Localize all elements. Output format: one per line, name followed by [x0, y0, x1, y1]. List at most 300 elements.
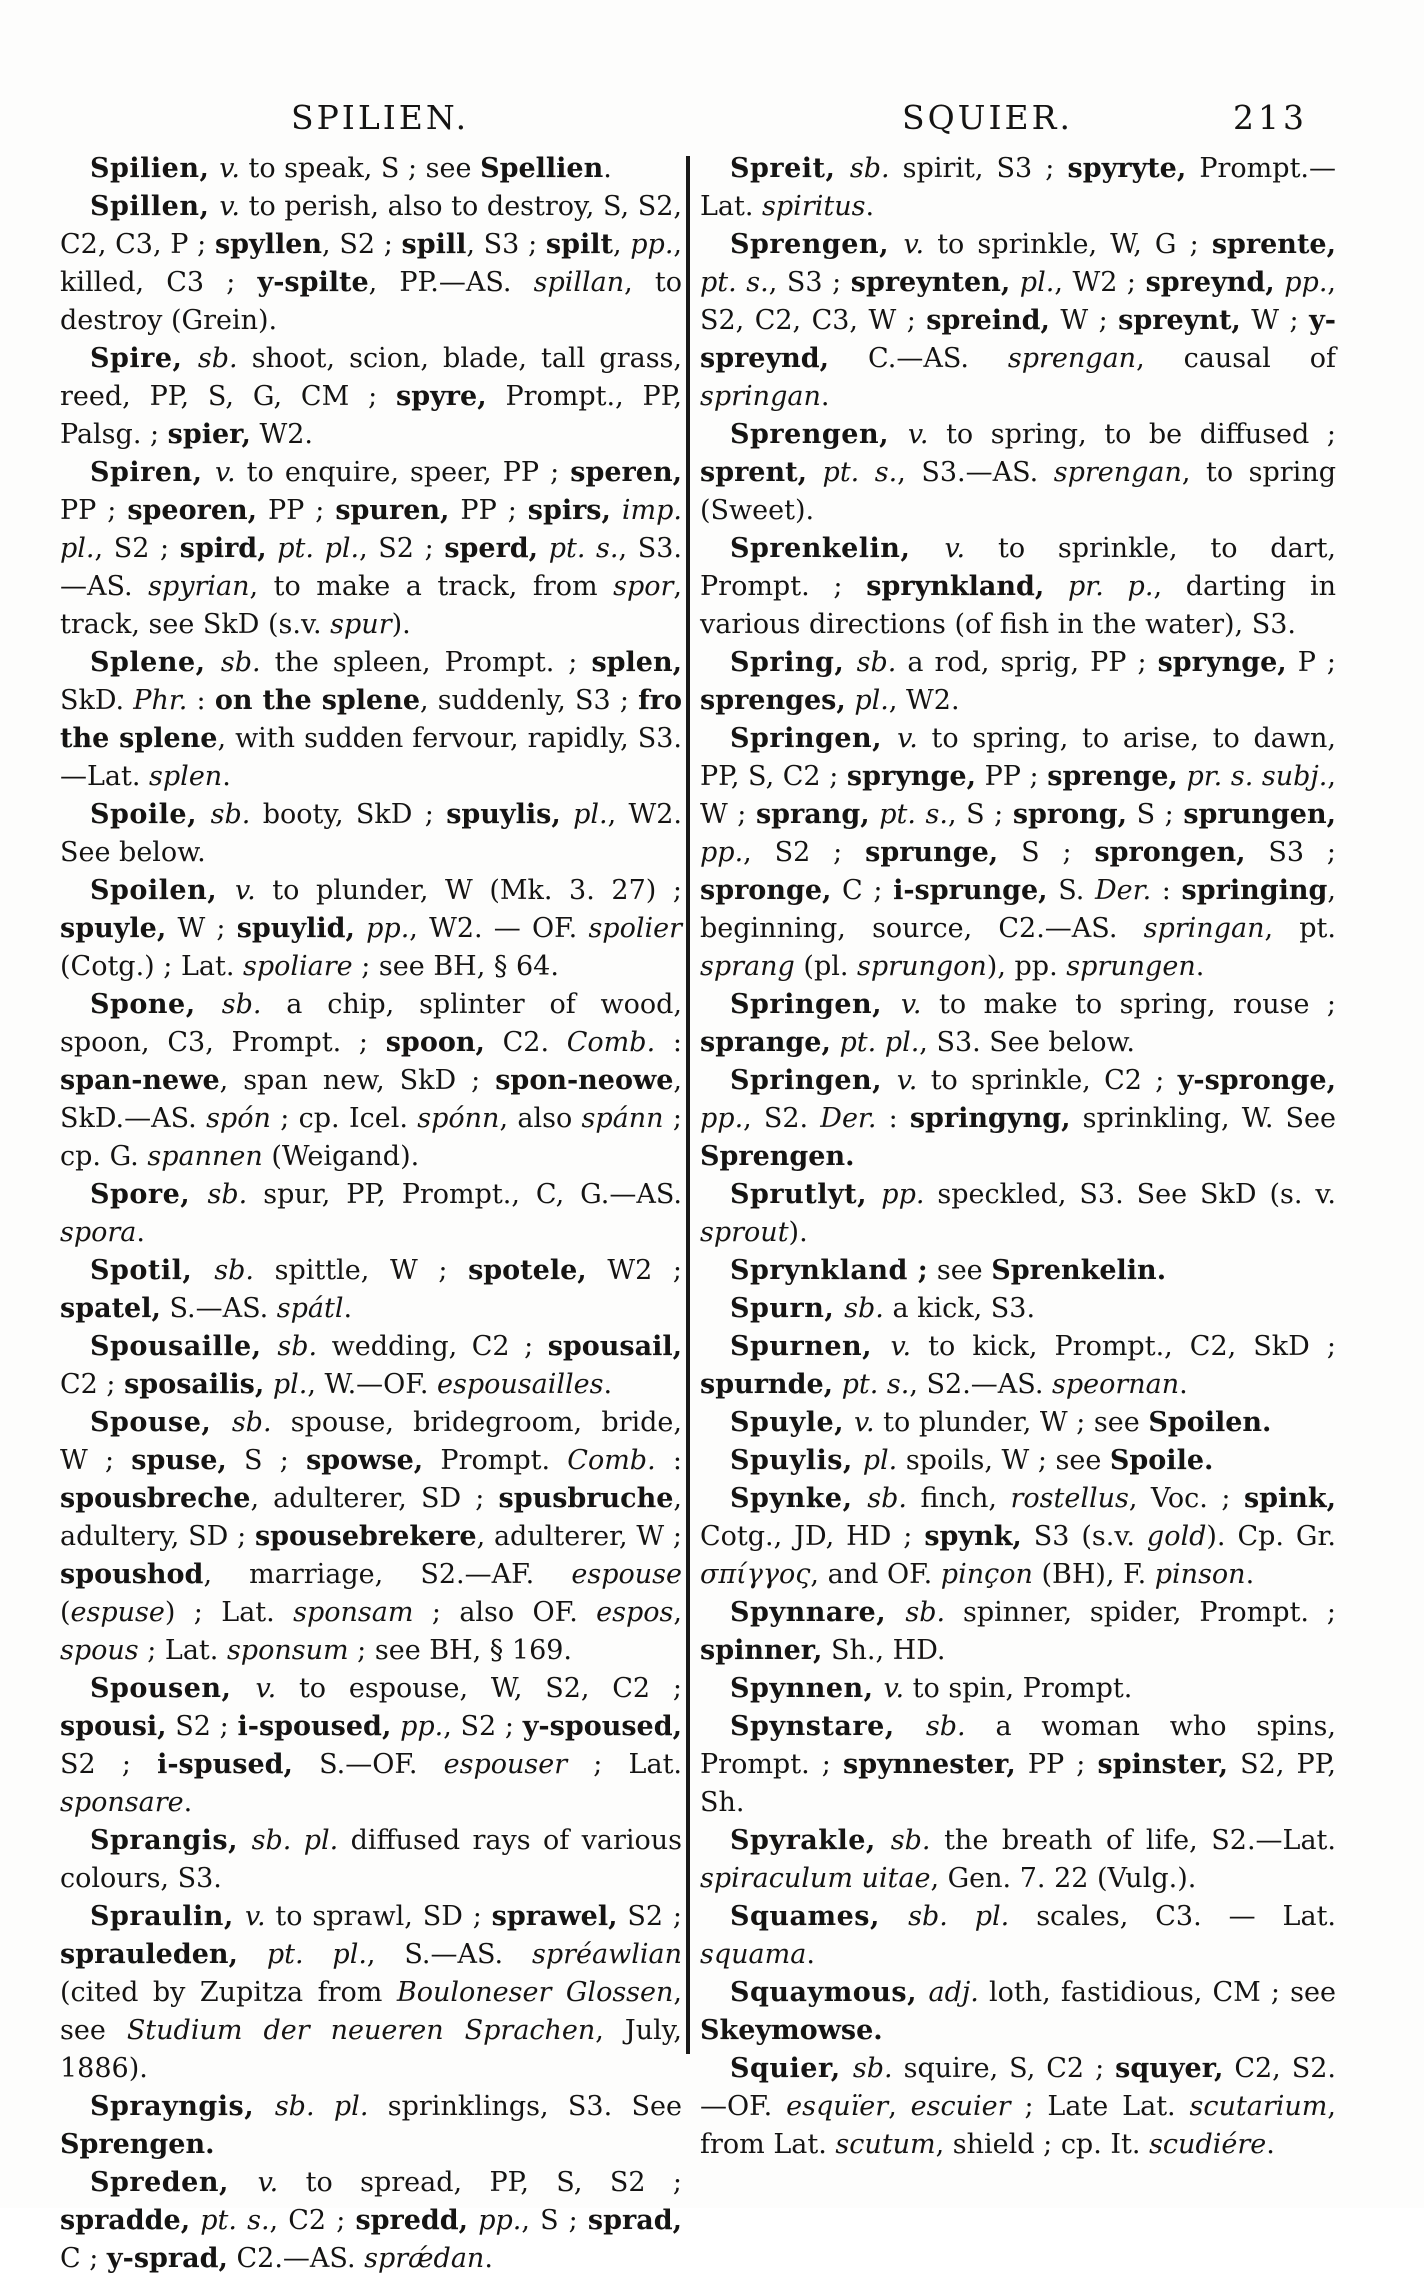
- dictionary-entry: [700, 1670, 1336, 1708]
- entry-text: .: [1195, 951, 1205, 982]
- headword: Squaymous,: [730, 1977, 929, 2008]
- variant-form: spuse,: [131, 1445, 227, 1476]
- entry-text: ,: [612, 229, 631, 260]
- entry-text: :: [655, 1445, 682, 1476]
- entry-text: shoot, scion, blade, tall grass, reed, PP, S, G, CM ;: [60, 343, 682, 412]
- entry-text: [1275, 267, 1285, 298]
- entry-text: (Weigand).: [262, 1141, 420, 1172]
- entry-text: S3 (s.v.: [1021, 1521, 1147, 1552]
- headword: Squier,: [730, 2053, 853, 2084]
- entry-text: wedding, C2 ;: [317, 1331, 548, 1362]
- variant-form: spotele,: [468, 1255, 587, 1286]
- entry-text: , see: [60, 1977, 682, 2046]
- entry-text: [264, 1369, 273, 1400]
- variant-form: sprong,: [1012, 799, 1128, 830]
- variant-form: spusbruche: [498, 1483, 674, 1514]
- entry-text: scales, C3. — Lat.: [1009, 1901, 1336, 1932]
- right-column: [700, 150, 1336, 2164]
- entry-text: :: [876, 1103, 910, 1134]
- grammar-label: sb. pl.: [251, 1825, 339, 1856]
- grammar-label: v.: [235, 875, 256, 906]
- headword: Sprengen,: [730, 229, 904, 260]
- grammar-label: imp. pl.: [60, 495, 682, 564]
- grammar-label: spora: [60, 1217, 137, 1248]
- entry-text: .: [806, 1939, 815, 1970]
- headword: Sprayngis,: [90, 2091, 275, 2122]
- entry-text: , S2, C2, C3, W ;: [700, 267, 1336, 336]
- grammar-label: sponsare: [60, 1787, 184, 1818]
- variant-form: spink,: [1243, 1483, 1337, 1514]
- entry-text: sprinkling, W. See: [1070, 1103, 1336, 1134]
- entry-text: to enquire, speer, PP ;: [235, 457, 571, 488]
- grammar-label: spoliare: [243, 951, 353, 982]
- grammar-label: v.: [255, 1673, 277, 1704]
- entry-text: [267, 533, 278, 564]
- grammar-label: espuse: [70, 1597, 165, 1628]
- entry-text: C2 ;: [60, 1369, 125, 1400]
- grammar-label: sb.: [220, 647, 261, 678]
- grammar-label: scudiére: [1149, 2129, 1267, 2160]
- entry-text: , Voc. ;: [1128, 1483, 1244, 1514]
- variant-form: spousi,: [60, 1711, 167, 1742]
- entry-text: , S2 ;: [359, 533, 445, 564]
- headword: Spuyle,: [730, 1407, 854, 1438]
- dictionary-entry: [60, 1898, 682, 2088]
- variant-form: sprawel,: [491, 1901, 618, 1932]
- entry-text: the spleen, Prompt. ;: [260, 647, 592, 678]
- variant-form: spredd,: [355, 2205, 469, 2236]
- grammar-label: pp.: [700, 837, 744, 868]
- grammar-label: pr. p.: [1068, 571, 1154, 602]
- entry-text: , S3.—AS.: [60, 533, 682, 602]
- entry-text: , adulterer, SD ;: [250, 1483, 499, 1514]
- variant-form: Sprengen.: [700, 1141, 855, 1172]
- headword: Spoile,: [90, 799, 211, 830]
- grammar-label: v.: [257, 2167, 279, 2198]
- entry-text: , to make a track, from: [249, 571, 614, 602]
- grammar-label: sb. pl.: [274, 2091, 369, 2122]
- entry-text: S ;: [998, 837, 1095, 868]
- variant-form: spronge,: [700, 875, 832, 906]
- grammar-label: espouser: [443, 1749, 568, 1780]
- entry-text: .: [1245, 1559, 1255, 1590]
- variant-form: Sprenkelin.: [991, 1255, 1167, 1286]
- entry-text: C ;: [60, 2243, 107, 2274]
- headword: Squames,: [730, 1901, 909, 1932]
- grammar-label: sprout: [700, 1217, 789, 1248]
- entry-text: .: [183, 1787, 193, 1818]
- entry-text: ; Lat.: [138, 1635, 227, 1666]
- dictionary-entry: [700, 1708, 1336, 1822]
- grammar-label: spónn: [417, 1103, 500, 1134]
- headword: Spore,: [90, 1179, 208, 1210]
- grammar-label: rostellus: [1010, 1483, 1129, 1514]
- entry-text: S2, PP, Sh.: [700, 1749, 1336, 1818]
- headword: Spynstare,: [730, 1711, 926, 1742]
- grammar-label: spón: [206, 1103, 271, 1134]
- variant-form: sprynkland,: [866, 571, 1045, 602]
- grammar-label: spátl: [276, 1293, 344, 1324]
- dictionary-entry: [60, 644, 682, 796]
- entry-text: Sh., HD.: [822, 1635, 946, 1666]
- variant-form: spatel,: [60, 1293, 161, 1324]
- grammar-label: sb.: [867, 1483, 908, 1514]
- grammar-label: spillan: [533, 267, 625, 298]
- entry-text: (pl.: [794, 951, 858, 982]
- grammar-label: spréawlian: [531, 1939, 682, 1970]
- variant-form: spreynd,: [1145, 267, 1275, 298]
- grammar-label: springan: [700, 381, 821, 412]
- variant-form: spinner,: [700, 1635, 823, 1666]
- grammar-label: sprengan: [1007, 343, 1137, 374]
- entry-text: sprinklings, S3. See: [368, 2091, 682, 2122]
- grammar-label: spolier: [588, 913, 682, 944]
- grammar-label: spannen: [147, 1141, 263, 1172]
- entry-text: [833, 1369, 842, 1400]
- variant-form: fro the splene: [60, 685, 682, 754]
- variant-form: spreind,: [926, 305, 1050, 336]
- dictionary-entry: [700, 530, 1336, 644]
- entry-text: W2.: [250, 419, 313, 450]
- dictionary-entry: [60, 150, 682, 188]
- entry-text: S ;: [226, 1445, 307, 1476]
- grammar-label: speornan: [1052, 1369, 1180, 1400]
- variant-form: spynk,: [924, 1521, 1022, 1552]
- grammar-label: pinson: [1154, 1559, 1246, 1590]
- variant-form: sperd,: [444, 533, 539, 564]
- entry-text: to spin, Prompt.: [904, 1673, 1133, 1704]
- headword: Spousen,: [90, 1673, 256, 1704]
- grammar-label: v.: [853, 1407, 875, 1438]
- grammar-label: sb.: [197, 343, 238, 374]
- entry-text: , S2 ;: [322, 229, 402, 260]
- variant-form: spyre,: [396, 381, 487, 412]
- entry-text: Cotg., JD, HD ;: [700, 1521, 925, 1552]
- grammar-label: sb.: [925, 1711, 966, 1742]
- grammar-label: sb.: [856, 647, 897, 678]
- grammar-label: pt. pl.: [277, 533, 360, 564]
- variant-form: spousail,: [547, 1331, 683, 1362]
- variant-form: i-spoused,: [237, 1711, 392, 1742]
- entry-text: diffused rays of various colours, S3.: [60, 1825, 682, 1894]
- entry-text: a rod, sprig, PP ;: [896, 647, 1158, 678]
- headword: Spire,: [90, 343, 198, 374]
- variant-form: sprent,: [700, 457, 807, 488]
- grammar-label: pl.: [854, 685, 889, 716]
- entry-text: , S.—AS.: [366, 1939, 532, 1970]
- entry-text: the breath of life, S2.—Lat.: [930, 1825, 1336, 1856]
- headword: Springen,: [730, 723, 898, 754]
- entry-text: , and OF.: [810, 1559, 941, 1590]
- column-divider: [686, 156, 690, 2054]
- dictionary-entry: [700, 416, 1336, 530]
- grammar-label: sb. pl.: [908, 1901, 1010, 1932]
- entry-text: ,: [673, 1597, 682, 1628]
- headword: Spraulin,: [90, 1901, 245, 1932]
- variant-form: on the splene: [214, 685, 421, 716]
- entry-text: see: [928, 1255, 992, 1286]
- entry-text: , S2 ;: [94, 533, 180, 564]
- entry-text: [238, 1939, 267, 1970]
- variant-form: spynnester,: [843, 1749, 1016, 1780]
- entry-text: , S3. See below.: [919, 1027, 1135, 1058]
- dictionary-entry: [700, 1176, 1336, 1252]
- grammar-label: sprǽdan: [364, 2243, 485, 2274]
- grammar-label: springan: [1143, 913, 1265, 944]
- entry-text: .: [820, 381, 830, 412]
- variant-form: spuylis,: [446, 799, 561, 830]
- running-head-left: SPILIEN.: [291, 98, 470, 137]
- entry-text: , C2 ;: [269, 2205, 356, 2236]
- variant-form: spinster,: [1097, 1749, 1229, 1780]
- entry-text: to plunder, W (Mk. 3. 27) ;: [255, 875, 682, 906]
- grammar-label: v.: [883, 1673, 905, 1704]
- dictionary-entry: [700, 2050, 1336, 2164]
- grammar-label: pt. pl.: [266, 1939, 367, 1970]
- variant-form: sprynge,: [1157, 647, 1287, 678]
- variant-form: springyng,: [909, 1103, 1071, 1134]
- entry-text: .: [603, 153, 612, 184]
- headword: Spyrakle,: [730, 1825, 891, 1856]
- dictionary-entry: [60, 1670, 682, 1822]
- entry-text: a kick, S3.: [883, 1293, 1036, 1324]
- entry-text: SkD.: [60, 685, 134, 716]
- entry-text: S2 ;: [617, 1901, 682, 1932]
- dictionary-entry: [700, 1974, 1336, 2050]
- headword: Spoilen,: [90, 875, 236, 906]
- entry-text: :: [187, 685, 215, 716]
- entry-text: , beginning, source, C2.—AS.: [700, 875, 1336, 944]
- variant-form: Spoile.: [1109, 1445, 1214, 1476]
- entry-text: ).: [391, 609, 411, 640]
- grammar-label: pl.: [272, 1369, 308, 1400]
- entry-text: to plunder, W ; see: [874, 1407, 1149, 1438]
- variant-form: spurnde,: [700, 1369, 834, 1400]
- dictionary-entry: [700, 720, 1336, 986]
- variant-form: spreynt,: [1118, 305, 1241, 336]
- entry-text: .: [484, 2243, 493, 2274]
- grammar-label: spiraculum uitae: [700, 1863, 931, 1894]
- entry-text: , S ;: [947, 799, 1013, 830]
- variant-form: y-spronge,: [1177, 1065, 1336, 1096]
- entry-text: , track, see SkD (s.v.: [60, 571, 682, 640]
- headword: Spotil,: [90, 1255, 215, 1286]
- variant-form: Spoilen.: [1148, 1407, 1272, 1438]
- dictionary-entry: [60, 1328, 682, 1404]
- dictionary-entry: [60, 1252, 682, 1328]
- variant-form: i-spused,: [157, 1749, 293, 1780]
- entry-text: PP ;: [1015, 1749, 1098, 1780]
- variant-form: span-newe: [60, 1065, 220, 1096]
- headword: Spynke,: [730, 1483, 868, 1514]
- entry-text: , W.—OF.: [307, 1369, 437, 1400]
- entry-text: [538, 533, 549, 564]
- dictionary-entry: [700, 644, 1336, 720]
- grammar-label: sprang: [700, 951, 795, 982]
- headword: Spurnen,: [730, 1331, 891, 1362]
- grammar-label: adj.: [928, 1977, 979, 2008]
- variant-form: spoushod: [60, 1559, 204, 1590]
- variant-form: spousebrekere: [254, 1521, 477, 1552]
- variant-form: sprenge,: [1047, 761, 1178, 792]
- dictionary-entry: [60, 796, 682, 872]
- entry-text: [611, 495, 622, 526]
- entry-text: [1044, 571, 1068, 602]
- entry-text: .: [222, 761, 231, 792]
- grammar-label: v.: [900, 989, 922, 1020]
- entry-text: ), pp.: [986, 951, 1067, 982]
- variant-form: sprang,: [755, 799, 870, 830]
- entry-text: ; see BH, § 169.: [348, 1635, 573, 1666]
- headword: Spynnen,: [730, 1673, 884, 1704]
- entry-text: , S3 ;: [466, 229, 546, 260]
- entry-text: squire, S, C2 ;: [892, 2053, 1116, 2084]
- grammar-label: sb.: [844, 1293, 884, 1324]
- dictionary-entry: [60, 872, 682, 986]
- grammar-label: Bouloneser Glossen: [396, 1977, 674, 2008]
- entry-text: to sprinkle, C2 ;: [917, 1065, 1178, 1096]
- entry-text: ; cp. G.: [60, 1103, 682, 1172]
- grammar-label: pp.: [1284, 267, 1328, 298]
- headword: Spousaille,: [90, 1331, 278, 1362]
- variant-form: sprynge,: [846, 761, 977, 792]
- grammar-label: pt. s.: [841, 1369, 910, 1400]
- entry-text: a woman who spins, Prompt. ;: [700, 1711, 1336, 1780]
- dictionary-entry: [60, 340, 682, 454]
- entry-text: , Gen. 7. 22 (Vulg.).: [930, 1863, 1197, 1894]
- grammar-label: espouse: [571, 1559, 682, 1590]
- entry-text: [468, 2205, 478, 2236]
- entry-text: C.—AS.: [829, 343, 1008, 374]
- dictionary-entry: [700, 1062, 1336, 1176]
- dictionary-entry: [700, 1480, 1336, 1594]
- variant-form: Sprengen.: [60, 2129, 215, 2160]
- entry-text: ).: [788, 1217, 808, 1248]
- grammar-label: sponsam: [293, 1597, 414, 1628]
- entry-text: PP ;: [976, 761, 1048, 792]
- variant-form: sprenges,: [700, 685, 846, 716]
- grammar-label: scutarium: [1189, 2091, 1328, 2122]
- dictionary-entry: [60, 1822, 682, 1898]
- grammar-label: splen: [149, 761, 223, 792]
- entry-text: , span new, SkD ;: [219, 1065, 496, 1096]
- dictionary-entry: [60, 1176, 682, 1252]
- variant-form: spuylid,: [236, 913, 355, 944]
- entry-text: spittle, W ;: [253, 1255, 469, 1286]
- entry-text: , suddenly, S3 ;: [420, 685, 639, 716]
- variant-form: y-spreynd,: [700, 305, 1336, 374]
- entry-text: , SkD.—AS.: [60, 1065, 682, 1134]
- dictionary-entry: [700, 1822, 1336, 1898]
- grammar-label: sb.: [852, 2053, 893, 2084]
- headword: Spouse,: [90, 1407, 232, 1438]
- entry-text: spur, PP, Prompt., C, G.—AS.: [247, 1179, 682, 1210]
- entry-text: [807, 457, 823, 488]
- variant-form: spirs,: [527, 495, 611, 526]
- grammar-label: sb.: [277, 1331, 318, 1362]
- entry-text: [870, 799, 880, 830]
- variant-form: speren,: [570, 457, 682, 488]
- headword: Spilien,: [90, 153, 220, 184]
- headword: Sprutlyt,: [730, 1179, 882, 1210]
- entry-text: , killed, C3 ;: [60, 229, 682, 298]
- entry-text: to spring, to arise, to dawn, PP, S, C2 ;: [700, 723, 1336, 792]
- entry-text: , W ;: [700, 761, 1336, 830]
- variant-form: spyryte,: [1067, 153, 1187, 184]
- entry-text: , S2.—AS.: [909, 1369, 1052, 1400]
- grammar-label: pp.: [700, 1103, 744, 1134]
- entry-text: .: [343, 1293, 353, 1324]
- variant-form: springing: [1181, 875, 1328, 906]
- grammar-label: sb.: [207, 1179, 248, 1210]
- variant-form: spird,: [179, 533, 267, 564]
- grammar-label: v.: [903, 229, 925, 260]
- headword: Spreit,: [730, 153, 850, 184]
- variant-form: spoon,: [385, 1027, 485, 1058]
- variant-form: spreynten,: [850, 267, 1011, 298]
- variant-form: spradde,: [60, 2205, 191, 2236]
- entry-text: P ;: [1286, 647, 1336, 678]
- entry-text: to spring, to be diffused ;: [928, 419, 1336, 450]
- entry-text: :: [655, 1027, 682, 1058]
- headword: Splene,: [90, 647, 221, 678]
- headword: Sprengen,: [730, 419, 908, 450]
- entry-text: S.—OF.: [292, 1749, 444, 1780]
- entry-text: , W2. — OF.: [409, 913, 589, 944]
- dictionary-entry: [700, 150, 1336, 226]
- entry-text: S.: [1047, 875, 1095, 906]
- dictionary-entry: [60, 2088, 682, 2164]
- entry-text: ) ; Lat.: [164, 1597, 294, 1628]
- dictionary-entry: [700, 1328, 1336, 1404]
- grammar-label: espousailles: [436, 1369, 604, 1400]
- grammar-label: pl.: [862, 1445, 898, 1476]
- dictionary-entry: [700, 1404, 1336, 1442]
- dictionary-entry: [60, 188, 682, 340]
- running-head-right: SQUIER.: [902, 98, 1073, 137]
- entry-text: ,: [888, 2091, 911, 2122]
- grammar-label: v.: [897, 723, 918, 754]
- entry-text: to perish, also to destroy, S, S2, C2, C3, P ;: [60, 191, 682, 260]
- entry-text: to sprawl, SD ;: [265, 1901, 492, 1932]
- entry-text: , from Lat.: [700, 2091, 1336, 2160]
- dictionary-entry: [60, 454, 682, 644]
- variant-form: i-sprunge,: [893, 875, 1048, 906]
- entry-text: Prompt.: [423, 1445, 568, 1476]
- grammar-label: Comb.: [567, 1445, 656, 1476]
- entry-text: , darting in various directions (of fish in the water), S3.: [700, 571, 1336, 640]
- grammar-label: sb.: [905, 1597, 946, 1628]
- entry-text: S3 ;: [1245, 837, 1337, 868]
- grammar-label: v.: [219, 153, 240, 184]
- grammar-label: v.: [907, 419, 929, 450]
- entry-text: C ;: [831, 875, 894, 906]
- grammar-label: gold: [1146, 1521, 1207, 1552]
- variant-form: spon-neowe: [495, 1065, 674, 1096]
- entry-text: [1010, 267, 1020, 298]
- grammar-label: v.: [896, 1065, 918, 1096]
- entry-text: Prompt.—Lat.: [700, 153, 1337, 222]
- entry-text: S.—AS.: [160, 1293, 277, 1324]
- entry-text: ; see BH, § 64.: [352, 951, 559, 982]
- entry-text: ; Late Lat.: [1010, 2091, 1190, 2122]
- entry-text: :: [1151, 875, 1182, 906]
- grammar-label: Studium der neueren Sprachen: [126, 2015, 596, 2046]
- variant-form: sprange,: [700, 1027, 831, 1058]
- grammar-label: pr. s. subj.: [1186, 761, 1328, 792]
- entry-text: to speak, S ; see: [239, 153, 481, 184]
- entry-text: to sprinkle, W, G ;: [924, 229, 1212, 260]
